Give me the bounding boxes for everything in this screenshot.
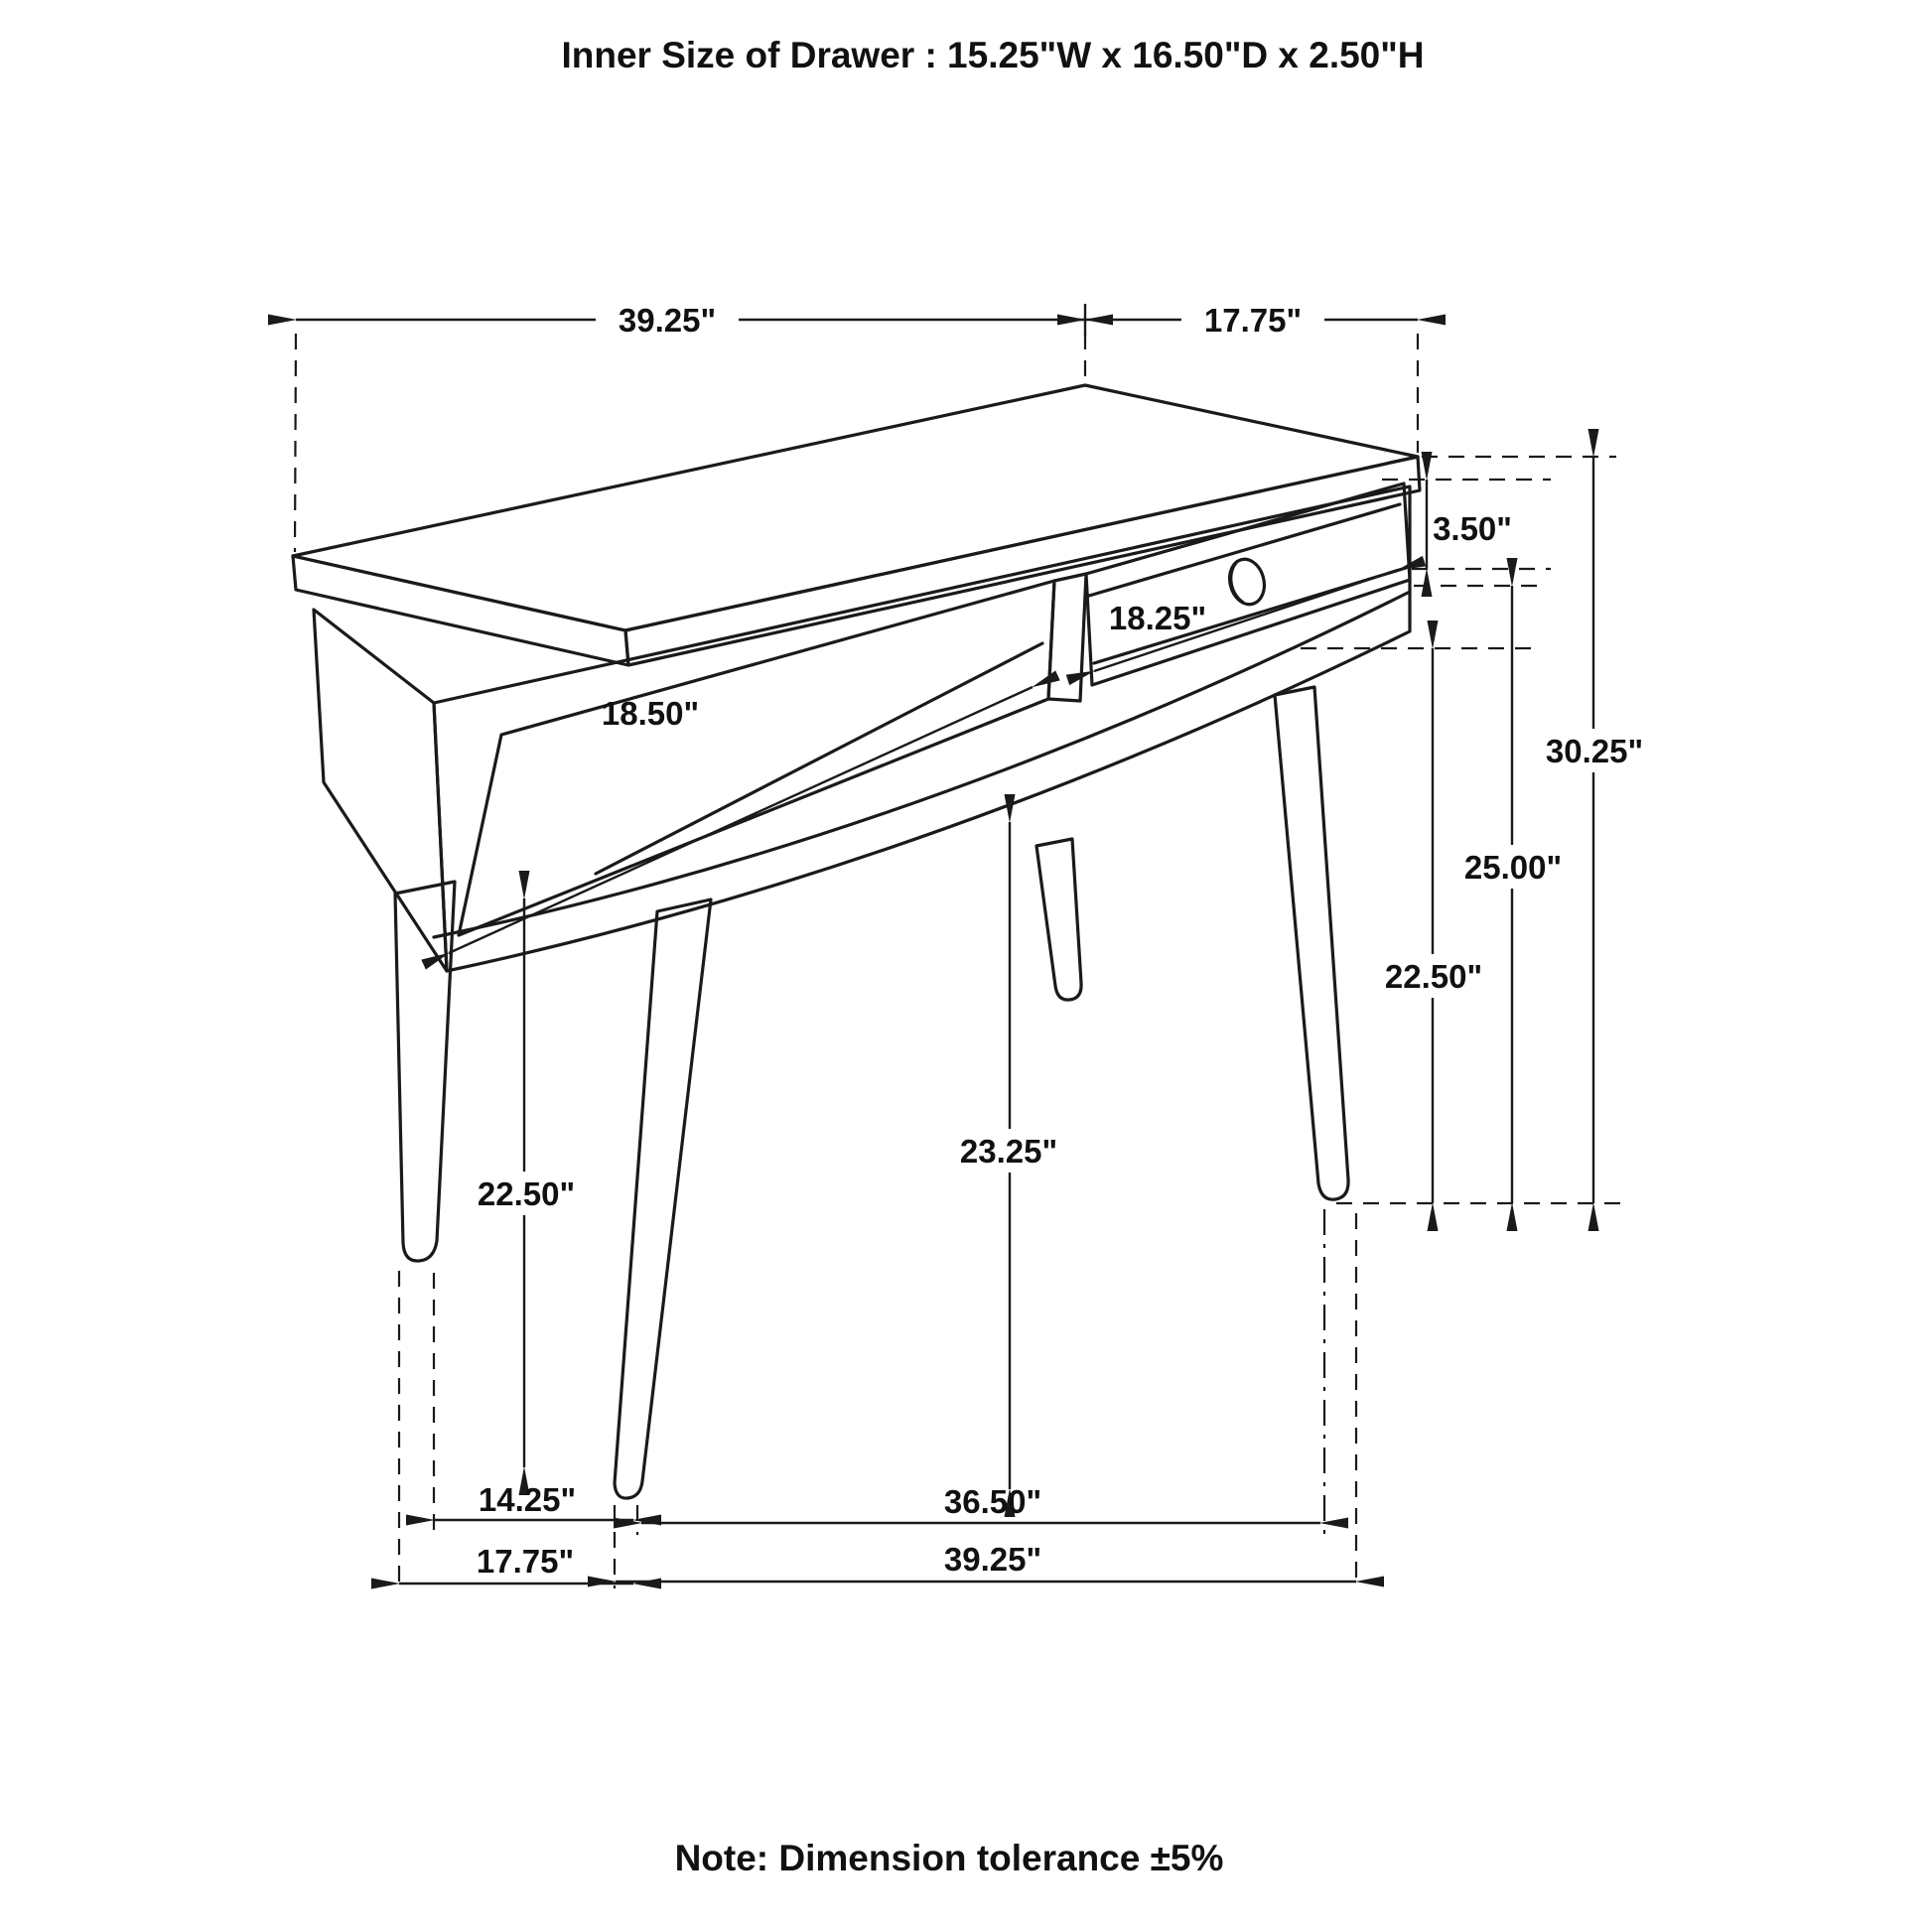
dim-base-span-inner-label: 36.50"	[943, 1483, 1042, 1520]
drawer-divider	[1048, 574, 1086, 701]
desk-outline	[293, 385, 1420, 1498]
dim-cubby-width-label: 18.50"	[601, 695, 700, 732]
tolerance-note: Note: Dimension tolerance ±5%	[674, 1838, 1224, 1878]
dim-drawer-bottom-height-label: 25.00"	[1463, 849, 1563, 886]
dim-top-width-label: 39.25"	[618, 302, 717, 339]
desk-apron	[434, 486, 1410, 971]
dim-overall-height-label: 30.25"	[1545, 733, 1644, 769]
dim-leg-height-right-label: 22.50"	[1384, 958, 1483, 995]
dim-top-depth-label: 17.75"	[1203, 302, 1303, 339]
dim-base-span-outer-label: 39.25"	[943, 1541, 1042, 1578]
page-title: Inner Size of Drawer : 15.25"W x 16.50"D x 2.50"H	[561, 35, 1425, 75]
cubby-floor-line	[596, 643, 1042, 874]
label-backgrounds	[455, 297, 1666, 1215]
leg-front-left	[615, 899, 711, 1498]
desk-left-panel	[314, 610, 447, 971]
finger-hole	[1225, 556, 1269, 609]
dim-drawer-height-label: 3.50"	[1433, 510, 1512, 547]
dim-leg-height-left-label: 22.50"	[477, 1175, 576, 1212]
dim-drawer-width-label: 18.25"	[1108, 600, 1207, 636]
cubby-opening	[459, 581, 1054, 935]
dim-leg-span-inner-label: 14.25"	[478, 1481, 577, 1518]
leg-front-right	[1275, 687, 1348, 1199]
dim-cubby-width-line	[449, 687, 1033, 953]
dim-knee-clearance-label: 23.25"	[959, 1133, 1058, 1170]
dim-leg-span-outer-label: 17.75"	[476, 1543, 575, 1580]
desk-top-edge-left	[293, 556, 628, 665]
leg-back-right	[1036, 839, 1081, 1000]
